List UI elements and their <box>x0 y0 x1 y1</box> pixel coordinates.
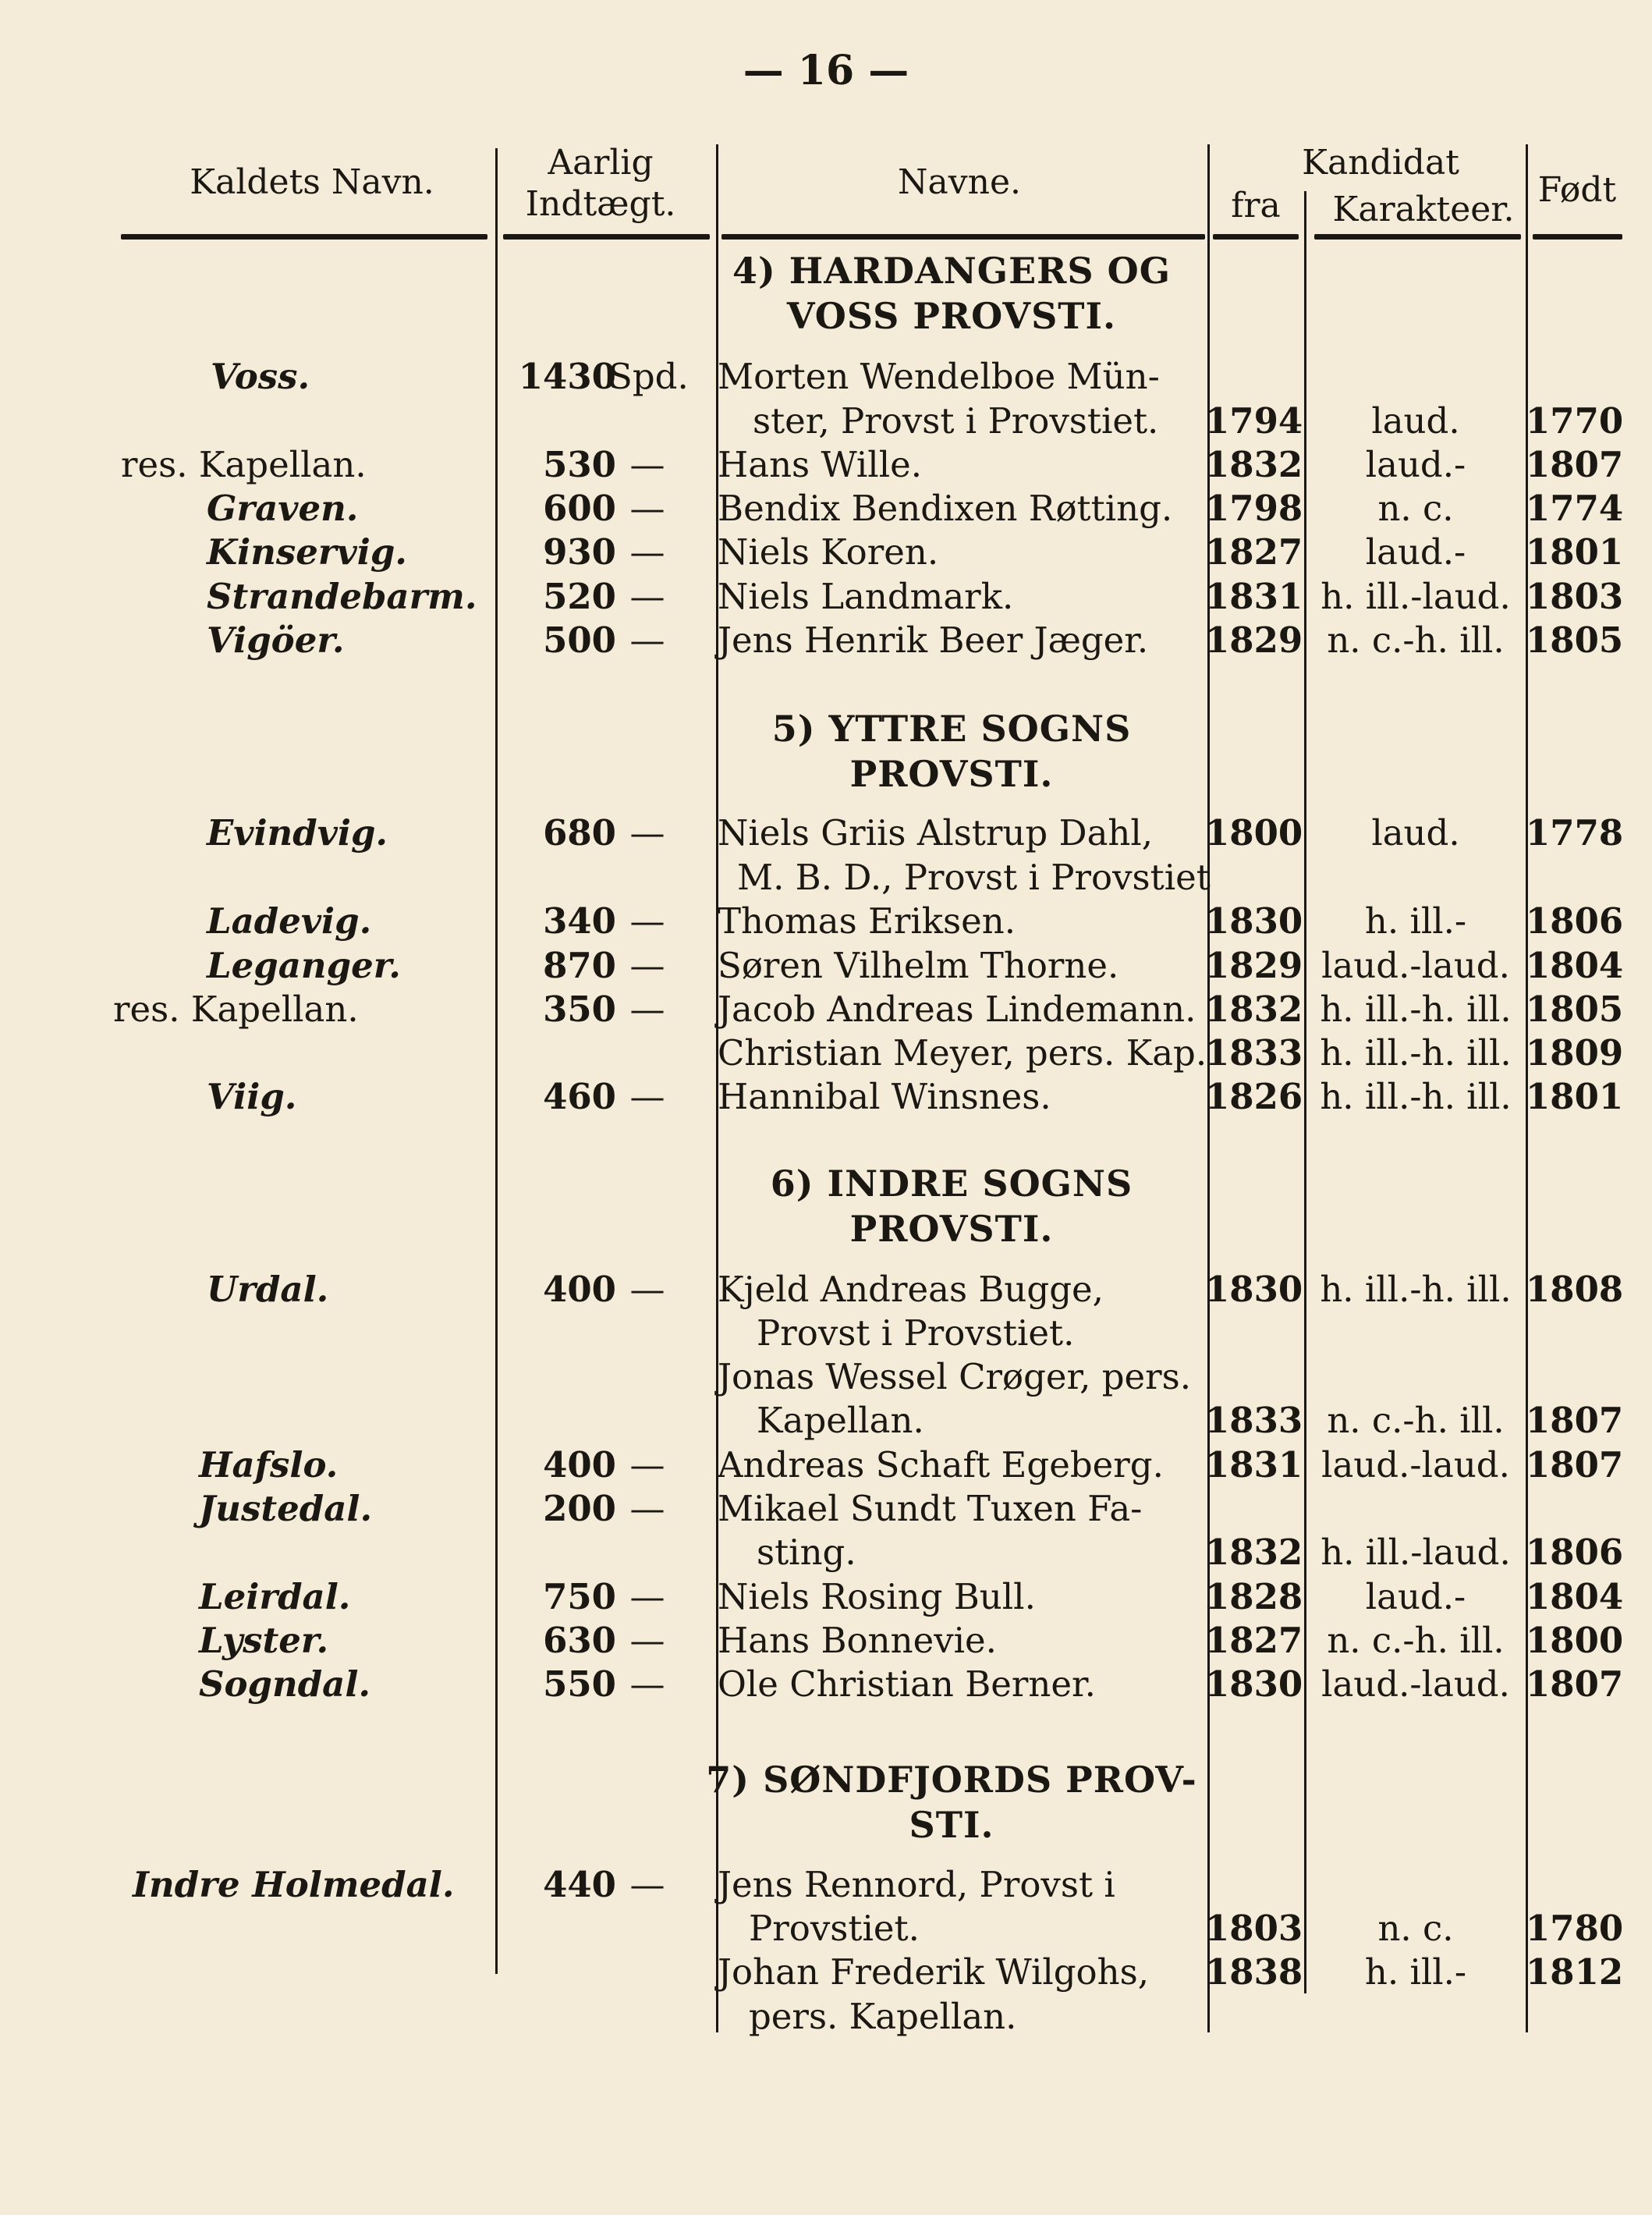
candidate-year: 1800 <box>1205 812 1303 854</box>
header-rule <box>721 234 1205 240</box>
birth-year: 1801 <box>1526 531 1624 573</box>
parish-name: res. Kapellan. <box>121 444 367 485</box>
birth-year: 1806 <box>1526 1532 1624 1573</box>
candidate-year: 1826 <box>1205 1076 1303 1117</box>
income: 870 <box>543 945 616 986</box>
birth-year: 1807 <box>1526 1663 1624 1705</box>
table-row <box>0 1575 1652 1619</box>
income-unit: — <box>629 1663 665 1705</box>
candidate-grade: laud.-laud. <box>1321 1663 1510 1705</box>
person-name: Hans Wille. <box>718 444 923 485</box>
income-unit: — <box>629 1620 665 1661</box>
candidate-grade: laud.-laud. <box>1321 945 1510 986</box>
birth-year: 1809 <box>1526 1032 1624 1074</box>
candidate-year: 1831 <box>1205 576 1303 617</box>
person-name: Andreas Schaft Egeberg. <box>718 1444 1164 1486</box>
candidate-year: 1830 <box>1205 1269 1303 1310</box>
table-row <box>0 1031 1652 1075</box>
header-rule <box>1314 234 1521 240</box>
candidate-year: 1832 <box>1205 444 1303 485</box>
income-unit: — <box>629 900 665 942</box>
person-name: Niels Griis Alstrup Dahl, <box>718 812 1154 854</box>
parish-name: Ladevig. <box>207 900 372 942</box>
person-name: Jonas Wessel Crøger, pers. <box>718 1356 1192 1397</box>
candidate-grade: laud.- <box>1365 1576 1466 1617</box>
income: 680 <box>543 812 616 854</box>
table-row <box>0 1663 1652 1706</box>
person-name: Morten Wendelboe Mün- <box>718 356 1160 397</box>
candidate-year: 1831 <box>1205 1444 1303 1486</box>
income-unit: — <box>629 1076 665 1117</box>
table-row <box>0 900 1652 943</box>
candidate-grade: n. c.-h. ill. <box>1327 1400 1505 1441</box>
candidate-grade: n. c.-h. ill. <box>1327 1620 1505 1661</box>
income: 550 <box>543 1663 616 1705</box>
person-name: pers. Kapellan. <box>749 1996 1017 2037</box>
birth-year: 1770 <box>1526 400 1624 442</box>
birth-year: 1807 <box>1526 1444 1624 1486</box>
income: 600 <box>543 488 616 529</box>
page-number: — 16 — <box>743 47 909 94</box>
table-row <box>0 531 1652 574</box>
person-name: Hannibal Winsnes. <box>718 1076 1051 1117</box>
candidate-grade: n. c. <box>1377 488 1454 529</box>
candidate-year: 1829 <box>1205 945 1303 986</box>
income: 1430 <box>518 356 616 397</box>
person-name: Niels Rosing Bull. <box>718 1576 1036 1617</box>
person-name: Johan Frederik Wilgohs, <box>718 1951 1150 1993</box>
parish-name: Evindvig. <box>207 812 388 854</box>
candidate-year: 1832 <box>1205 1532 1303 1573</box>
income: 520 <box>543 576 616 617</box>
header-rule <box>1213 234 1299 240</box>
table-row <box>0 355 1652 399</box>
income-unit: — <box>629 488 665 529</box>
table-row <box>0 1075 1652 1119</box>
table-row <box>0 1443 1652 1487</box>
header-fodt: Født <box>1537 170 1617 210</box>
table-row <box>0 1951 1652 1994</box>
table-row <box>0 856 1652 900</box>
income: 930 <box>543 531 616 573</box>
person-name: Niels Landmark. <box>718 576 1014 617</box>
person-name: M. B. D., Provst i Provstiet <box>737 857 1211 898</box>
parish-name: Strandebarm. <box>207 576 477 617</box>
table-row <box>0 1399 1652 1443</box>
income: 630 <box>543 1620 616 1661</box>
person-name: ster, Provst i Provstiet. <box>753 400 1159 442</box>
candidate-year: 1832 <box>1205 989 1303 1030</box>
income: 500 <box>543 619 616 661</box>
parish-name: Leirdal. <box>199 1576 351 1617</box>
person-name: Hans Bonnevie. <box>718 1620 997 1661</box>
income-unit: — <box>629 1444 665 1486</box>
candidate-year: 1830 <box>1205 900 1303 942</box>
header-navne: Navne. <box>898 162 1021 202</box>
income-unit: Spd. <box>608 356 689 397</box>
person-name: Provst i Provstiet. <box>757 1312 1075 1354</box>
table-row <box>0 619 1652 662</box>
income: 440 <box>543 1864 616 1905</box>
parish-name: Leganger. <box>207 945 401 986</box>
candidate-grade: h. ill.-h. ill. <box>1320 1032 1512 1074</box>
birth-year: 1800 <box>1526 1620 1624 1661</box>
candidate-grade: laud. <box>1371 812 1460 854</box>
table-row <box>0 399 1652 443</box>
table-row <box>0 575 1652 619</box>
parish-name: res. Kapellan. <box>113 989 359 1030</box>
person-name: Thomas Eriksen. <box>718 900 1016 942</box>
income-unit: — <box>629 989 665 1030</box>
table-row <box>0 1619 1652 1663</box>
birth-year: 1804 <box>1526 1576 1624 1617</box>
person-name: Jens Henrik Beer Jæger. <box>718 619 1149 661</box>
income: 400 <box>543 1444 616 1486</box>
header-rule <box>1533 234 1622 240</box>
parish-name: Lyster. <box>199 1620 329 1661</box>
candidate-grade: h. ill.-h. ill. <box>1320 1076 1512 1117</box>
person-name: Kjeld Andreas Bugge, <box>718 1269 1104 1310</box>
birth-year: 1808 <box>1526 1269 1624 1310</box>
candidate-grade: laud.-laud. <box>1321 1444 1510 1486</box>
parish-name: Justedal. <box>199 1488 373 1529</box>
parish-name: Urdal. <box>207 1269 329 1310</box>
income-unit: — <box>629 576 665 617</box>
candidate-grade: h. ill.- <box>1364 1951 1467 1993</box>
birth-year: 1807 <box>1526 1400 1624 1441</box>
income-unit: — <box>629 812 665 854</box>
candidate-year: 1794 <box>1205 400 1303 442</box>
candidate-year: 1833 <box>1205 1032 1303 1074</box>
parish-name: Graven. <box>207 488 359 529</box>
income-unit: — <box>629 531 665 573</box>
header-aarlig: Aarlig <box>548 143 654 183</box>
section-heading: 4) HARDANGERS OG VOSS PROVSTI. <box>732 250 1171 337</box>
candidate-grade: h. ill.- <box>1364 900 1467 942</box>
birth-year: 1807 <box>1526 444 1624 485</box>
birth-year: 1804 <box>1526 945 1624 986</box>
birth-year: 1774 <box>1526 488 1624 529</box>
candidate-year: 1827 <box>1205 531 1303 573</box>
birth-year: 1806 <box>1526 900 1624 942</box>
table-row <box>0 1907 1652 1951</box>
income-unit: — <box>629 1864 665 1905</box>
candidate-year: 1828 <box>1205 1576 1303 1617</box>
birth-year: 1803 <box>1526 576 1624 617</box>
candidate-grade: n. c.-h. ill. <box>1327 619 1505 661</box>
income-unit: — <box>629 945 665 986</box>
income: 350 <box>543 989 616 1030</box>
table-row <box>0 1995 1652 2039</box>
table-row <box>0 944 1652 988</box>
income: 400 <box>543 1269 616 1310</box>
candidate-year: 1833 <box>1205 1400 1303 1441</box>
table-row <box>0 988 1652 1031</box>
parish-name: Indre Holmedal. <box>133 1864 455 1905</box>
candidate-year: 1838 <box>1205 1951 1303 1993</box>
income: 750 <box>543 1576 616 1617</box>
header-kandidat: Kandidat <box>1302 143 1459 183</box>
person-name: Christian Meyer, pers. Kap. <box>718 1032 1207 1074</box>
person-name: Kapellan. <box>757 1400 924 1441</box>
header-fra: fra <box>1231 186 1281 225</box>
table-row <box>0 443 1652 487</box>
table-row <box>0 1355 1652 1399</box>
candidate-grade: h. ill.-laud. <box>1321 576 1511 617</box>
table-row <box>0 1268 1652 1312</box>
parish-name: Vigöer. <box>207 619 345 661</box>
candidate-grade: h. ill.-laud. <box>1321 1532 1511 1573</box>
table-row <box>0 1487 1652 1531</box>
candidate-grade: h. ill.-h. ill. <box>1320 1269 1512 1310</box>
candidate-grade: h. ill.-h. ill. <box>1320 989 1512 1030</box>
section-heading: 5) YTTRE SOGNS PROVSTI. <box>771 708 1132 795</box>
person-name: Jacob Andreas Lindemann. <box>718 989 1196 1030</box>
income: 530 <box>543 444 616 485</box>
birth-year: 1805 <box>1526 619 1624 661</box>
income-unit: — <box>629 1576 665 1617</box>
person-name: Mikael Sundt Tuxen Fa- <box>718 1488 1143 1529</box>
candidate-year: 1798 <box>1205 488 1303 529</box>
income-unit: — <box>629 619 665 661</box>
birth-year: 1812 <box>1526 1951 1624 1993</box>
parish-name: Kinservig. <box>207 531 407 573</box>
header-indtaegt: Indtægt. <box>525 184 676 224</box>
income: 460 <box>543 1076 616 1117</box>
candidate-year: 1827 <box>1205 1620 1303 1661</box>
candidate-grade: laud. <box>1371 400 1460 442</box>
header-rule <box>121 234 487 240</box>
birth-year: 1805 <box>1526 989 1624 1030</box>
section-heading: 6) INDRE SOGNS PROVSTI. <box>770 1163 1133 1250</box>
person-name: Jens Rennord, Provst i <box>718 1864 1115 1905</box>
person-name: Ole Christian Berner. <box>718 1663 1096 1705</box>
table-row <box>0 1863 1652 1907</box>
candidate-grade: laud.- <box>1365 444 1466 485</box>
table-row <box>0 811 1652 855</box>
person-name: Provstiet. <box>749 1908 920 1949</box>
birth-year: 1780 <box>1526 1908 1624 1949</box>
header-rule <box>503 234 710 240</box>
table-row <box>0 1531 1652 1574</box>
candidate-grade: laud.- <box>1365 531 1466 573</box>
parish-name: Sogndal. <box>199 1663 371 1705</box>
birth-year: 1801 <box>1526 1076 1624 1117</box>
income: 200 <box>543 1488 616 1529</box>
income-unit: — <box>629 444 665 485</box>
section-heading: 7) SØNDFJORDS PROV- STI. <box>706 1759 1197 1846</box>
parish-name: Viig. <box>207 1076 297 1117</box>
table-row <box>0 1312 1652 1355</box>
candidate-year: 1829 <box>1205 619 1303 661</box>
birth-year: 1778 <box>1526 812 1624 854</box>
header-kaldets-navn: Kaldets Navn. <box>190 162 434 202</box>
candidate-year: 1803 <box>1205 1908 1303 1949</box>
header-karakteer: Karakteer. <box>1332 190 1515 229</box>
parish-name: Hafslo. <box>199 1444 339 1486</box>
person-name: Bendix Bendixen Røtting. <box>718 488 1173 529</box>
person-name: Niels Koren. <box>718 531 939 573</box>
person-name: sting. <box>757 1532 856 1573</box>
candidate-grade: n. c. <box>1377 1908 1454 1949</box>
income-unit: — <box>629 1488 665 1529</box>
income: 340 <box>543 900 616 942</box>
table-row <box>0 487 1652 531</box>
candidate-year: 1830 <box>1205 1663 1303 1705</box>
income-unit: — <box>629 1269 665 1310</box>
person-name: Søren Vilhelm Thorne. <box>718 945 1119 986</box>
parish-name: Voss. <box>211 356 310 397</box>
